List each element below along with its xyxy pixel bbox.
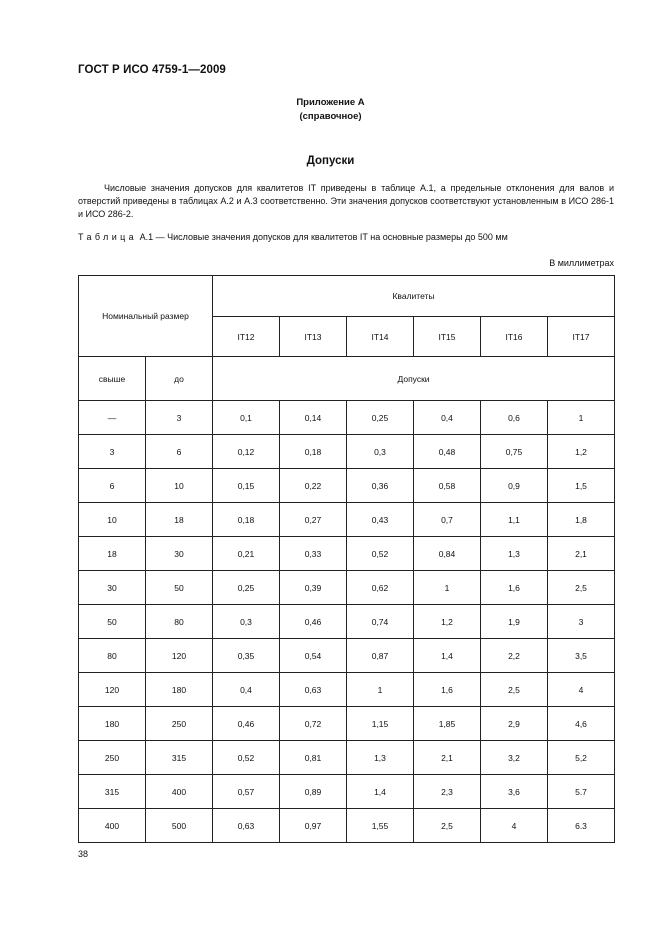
cell-it17: 2,1 [548,537,615,571]
cell-it16: 0,75 [481,435,548,469]
table-row [79,503,615,537]
cell-it17: 3,5 [548,639,615,673]
tolerances-header: Допуски [213,357,615,401]
cell-it15: 0,58 [414,469,481,503]
table-caption [78,232,508,242]
up-to-header: до [146,357,213,401]
cell-it16: 2,2 [481,639,548,673]
cell-it16: 0,9 [481,469,548,503]
cell-it12: 0,3 [213,605,280,639]
cell-it14: 1,4 [347,775,414,809]
cell-it16: 1,9 [481,605,548,639]
cell-it15: 0,4 [414,401,481,435]
cell-it12: 0,25 [213,571,280,605]
cell-over: 6 [79,469,146,503]
cell-it12: 0,1 [213,401,280,435]
document-header: ГОСТ Р ИСО 4759-1—2009 [78,64,226,76]
cell-it13: 0,39 [280,571,347,605]
cell-up-to: 50 [146,571,213,605]
grade-column-header: IT17 [548,317,615,357]
cell-over: 250 [79,741,146,775]
cell-over: 120 [79,673,146,707]
appendix-title: Приложение А [296,97,365,108]
cell-it15: 1,2 [414,605,481,639]
table-row [79,571,615,605]
cell-it14: 0,62 [347,571,414,605]
cell-it17: 4,6 [548,707,615,741]
cell-it13: 0,72 [280,707,347,741]
cell-it12: 0,35 [213,639,280,673]
cell-over: 50 [79,605,146,639]
cell-it14: 0,52 [347,537,414,571]
table-row [79,469,615,503]
cell-over: 400 [79,809,146,843]
cell-it14: 0,3 [347,435,414,469]
grade-column-header: IT12 [213,317,280,357]
cell-it13: 0,97 [280,809,347,843]
cell-up-to: 30 [146,537,213,571]
cell-over: 315 [79,775,146,809]
cell-up-to: 10 [146,469,213,503]
cell-it17: 6.3 [548,809,615,843]
table-row [79,639,615,673]
cell-it12: 0,4 [213,673,280,707]
cell-up-to: 120 [146,639,213,673]
cell-over: 30 [79,571,146,605]
over-header: свыше [79,357,146,401]
cell-it14: 0,25 [347,401,414,435]
table-row [79,401,615,435]
cell-it14: 1,3 [347,741,414,775]
grades-header: Квалитеты [213,276,615,317]
cell-it12: 0,57 [213,775,280,809]
cell-over: 3 [79,435,146,469]
cell-up-to: 180 [146,673,213,707]
cell-it13: 0,54 [280,639,347,673]
cell-it13: 0,46 [280,605,347,639]
cell-it15: 1,6 [414,673,481,707]
grade-column-header: IT14 [347,317,414,357]
table-caption-text: А.1 — Числовые значения допусков для квалитетов IT на основные размеры до 500 мм [139,232,508,242]
intro-paragraph: Числовые значения допусков для квалитетов IT приведены в таблице А.1, а предельные отклонения для валов и отверстий приведены в таблицах А.2 и А.3 соответственно. Эти значения допусков соответствуют установленным в ИСО 286-1 и ИСО 286-2. [78,183,614,219]
cell-over: 180 [79,707,146,741]
cell-it16: 1,1 [481,503,548,537]
cell-it15: 0,7 [414,503,481,537]
cell-it17: 5.7 [548,775,615,809]
cell-up-to: 315 [146,741,213,775]
cell-over: — [79,401,146,435]
cell-up-to: 250 [146,707,213,741]
table-row [79,435,615,469]
cell-it14: 0,36 [347,469,414,503]
cell-it14: 1 [347,673,414,707]
cell-it14: 0,87 [347,639,414,673]
cell-it17: 3 [548,605,615,639]
cell-it15: 2,3 [414,775,481,809]
nominal-size-header: Номинальный размер [79,276,213,357]
cell-up-to: 18 [146,503,213,537]
cell-it12: 0,21 [213,537,280,571]
cell-it16: 2,9 [481,707,548,741]
cell-it15: 1 [414,571,481,605]
cell-it12: 0,18 [213,503,280,537]
table-row [79,809,615,843]
cell-it16: 1,3 [481,537,548,571]
cell-it15: 1,85 [414,707,481,741]
cell-it12: 0,63 [213,809,280,843]
cell-it13: 0,27 [280,503,347,537]
appendix-heading [0,96,661,124]
table-row [79,707,615,741]
cell-over: 80 [79,639,146,673]
cell-it13: 0,89 [280,775,347,809]
cell-up-to: 400 [146,775,213,809]
cell-it12: 0,12 [213,435,280,469]
page-number: 38 [78,849,89,859]
cell-it16: 4 [481,809,548,843]
cell-it15: 2,1 [414,741,481,775]
cell-over: 10 [79,503,146,537]
cell-it14: 0,43 [347,503,414,537]
cell-it16: 2,5 [481,673,548,707]
table-row [79,605,615,639]
cell-it17: 4 [548,673,615,707]
header-row-grades [79,276,615,317]
appendix-subtitle: (справочное) [299,111,362,122]
section-title: Допуски [306,155,355,167]
cell-it17: 1 [548,401,615,435]
cell-it13: 0,33 [280,537,347,571]
cell-up-to: 80 [146,605,213,639]
cell-it14: 1,55 [347,809,414,843]
cell-it17: 5,2 [548,741,615,775]
cell-it16: 3,2 [481,741,548,775]
cell-it14: 1,15 [347,707,414,741]
table-row [79,775,615,809]
tolerance-table [78,275,615,843]
cell-it15: 0,84 [414,537,481,571]
cell-it16: 3,6 [481,775,548,809]
cell-it13: 0,18 [280,435,347,469]
cell-up-to: 3 [146,401,213,435]
cell-it13: 0,81 [280,741,347,775]
cell-it17: 1,8 [548,503,615,537]
cell-it16: 0,6 [481,401,548,435]
cell-it13: 0,63 [280,673,347,707]
cell-over: 18 [79,537,146,571]
header-row-tolerances [79,357,615,401]
table-caption-label: Таблица [78,232,138,242]
cell-it13: 0,22 [280,469,347,503]
cell-it17: 1,5 [548,469,615,503]
cell-it12: 0,46 [213,707,280,741]
cell-it17: 2,5 [548,571,615,605]
table-row [79,537,615,571]
cell-it13: 0,14 [280,401,347,435]
cell-it14: 0,74 [347,605,414,639]
table-row [79,741,615,775]
cell-up-to: 500 [146,809,213,843]
cell-it17: 1,2 [548,435,615,469]
cell-it12: 0,15 [213,469,280,503]
cell-it15: 2,5 [414,809,481,843]
table-units: В миллиметрах [549,258,614,268]
grade-column-header: IT15 [414,317,481,357]
cell-it15: 0,48 [414,435,481,469]
grade-column-header: IT13 [280,317,347,357]
grade-column-header: IT16 [481,317,548,357]
cell-it16: 1,6 [481,571,548,605]
cell-up-to: 6 [146,435,213,469]
cell-it15: 1,4 [414,639,481,673]
cell-it12: 0,52 [213,741,280,775]
table-row [79,673,615,707]
